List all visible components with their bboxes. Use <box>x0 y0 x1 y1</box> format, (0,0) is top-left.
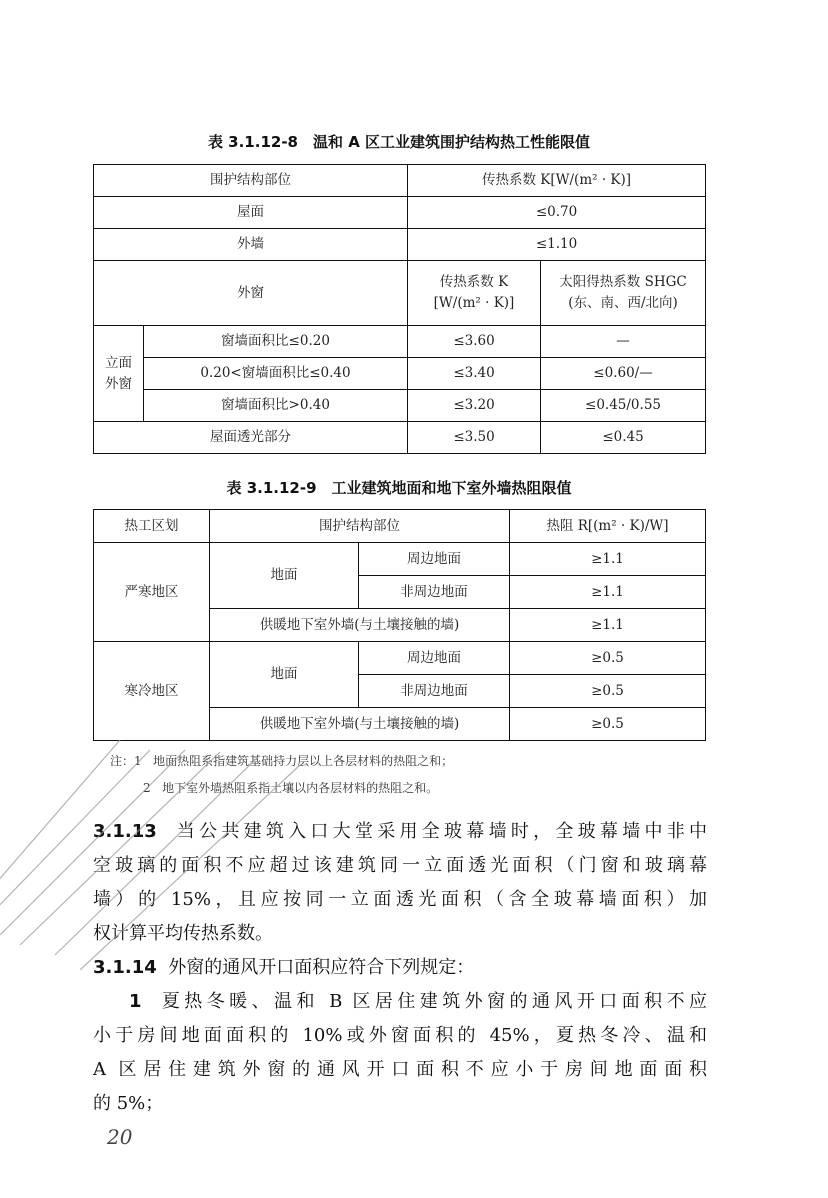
window-k-header <box>408 261 541 326</box>
table1-roof-row <box>94 197 706 229</box>
table1-row <box>94 358 706 390</box>
skylight-label: 屋面透光部分 <box>94 422 408 454</box>
ratio-label: 窗墙面积比>0.40 <box>144 390 408 422</box>
table2-header-zone: 热工区划 <box>94 510 210 543</box>
ratio-label: 0.20<窗墙面积比≤0.40 <box>144 358 408 390</box>
zone-label: 严寒地区 <box>94 543 210 642</box>
interior-value: ≥1.1 <box>510 576 706 609</box>
interior-value: ≥0.5 <box>510 675 706 708</box>
table1-header-row <box>94 165 706 197</box>
table1-header-part: 围护结构部位 <box>94 165 408 197</box>
clause-text: 外窗的通风开口面积应符合下列规定： <box>168 957 475 978</box>
table1-caption: 表 3.1.12-8 温和 A 区工业建筑围护结构热工性能限值 <box>207 133 591 151</box>
clause-3-1-13-line-3: 墙）的 15%，且应按同一立面透光面积（含全玻幕墙面积）加 <box>93 889 707 910</box>
ratio-shgc: ≤0.45/0.55 <box>541 390 706 422</box>
ratio-shgc: ≤0.60/— <box>541 358 706 390</box>
facade-window-group <box>94 326 144 422</box>
ratio-label: 窗墙面积比≤0.20 <box>144 326 408 358</box>
window-shgc-line2: (东、南、西/北向) <box>568 295 678 311</box>
window-k-line2: [W/(m² · K)] <box>433 295 515 311</box>
table1-row <box>94 326 706 358</box>
ground-label: 地面 <box>210 642 359 708</box>
window-shgc-header <box>541 261 706 326</box>
table2-row <box>94 543 706 576</box>
item-number: 1 <box>129 991 142 1012</box>
perimeter-label: 周边地面 <box>359 642 510 675</box>
wall-value: ≤1.10 <box>408 229 706 261</box>
table1-row <box>94 390 706 422</box>
interior-label: 非周边地面 <box>359 675 510 708</box>
note-num: 1 <box>134 754 142 768</box>
page-number: 20 <box>107 1125 133 1149</box>
note-num: 2 <box>143 781 151 795</box>
table1 <box>93 164 706 454</box>
ground-label: 地面 <box>210 543 359 609</box>
group-line1: 立面 <box>105 354 132 371</box>
table2-caption: 表 3.1.12-9 工业建筑地面和地下室外墙热阻限值 <box>226 479 572 497</box>
skylight-k: ≤3.50 <box>408 422 541 454</box>
item-1-line-1 <box>93 986 707 1017</box>
clause-number: 3.1.13 <box>93 821 157 842</box>
perimeter-value: ≥0.5 <box>510 642 706 675</box>
ratio-k: ≤3.60 <box>408 326 541 358</box>
note-text: 地面热阻系指建筑基础持力层以上各层材料的热阻之和； <box>153 754 454 768</box>
window-shgc-line1: 太阳得热系数 SHGC <box>559 274 687 290</box>
clause-3-1-13-line-4: 权计算平均传热系数。 <box>93 923 273 944</box>
note-line-2 <box>143 780 438 796</box>
table1-header-k: 传热系数 K[W/(m² · K)] <box>408 165 706 197</box>
roof-label: 屋面 <box>94 197 408 229</box>
item-1-line-4: 的 5%； <box>93 1093 164 1114</box>
item-1-line-3: A 区居住建筑外窗的通风开口面积不应小于房间地面面积 <box>93 1059 707 1080</box>
item-text: 夏热冬暖、温和 B 区居住建筑外窗的通风开口面积不应 <box>161 991 707 1012</box>
clause-number: 3.1.14 <box>93 957 157 978</box>
note-text: 地下室外墙热阻系指土壤以内各层材料的热阻之和。 <box>162 781 439 795</box>
clause-3-1-14 <box>93 952 707 983</box>
note-prefix: 注： <box>110 754 135 768</box>
clause-3-1-13-line-2: 空玻璃的面积不应超过该建筑同一立面透光面积（门窗和玻璃幕 <box>93 855 707 876</box>
basement-label: 供暖地下室外墙(与土壤接触的墙) <box>210 708 510 741</box>
wall-label: 外墙 <box>94 229 408 261</box>
roof-value: ≤0.70 <box>408 197 706 229</box>
ratio-shgc: — <box>541 326 706 358</box>
table2-row <box>94 642 706 675</box>
window-k-line1: 传热系数 K <box>439 274 509 290</box>
table2 <box>93 509 706 741</box>
basement-value: ≥0.5 <box>510 708 706 741</box>
perimeter-value: ≥1.1 <box>510 543 706 576</box>
group-line2: 外窗 <box>105 375 132 392</box>
table2-header-part: 围护结构部位 <box>210 510 510 543</box>
note-line-1 <box>110 753 453 769</box>
zone-label: 寒冷地区 <box>94 642 210 741</box>
basement-label: 供暖地下室外墙(与土壤接触的墙) <box>210 609 510 642</box>
ratio-k: ≤3.20 <box>408 390 541 422</box>
ratio-k: ≤3.40 <box>408 358 541 390</box>
perimeter-label: 周边地面 <box>359 543 510 576</box>
clause-3-1-13-line-1 <box>93 816 707 847</box>
interior-label: 非周边地面 <box>359 576 510 609</box>
table1-window-header-row <box>94 261 706 326</box>
window-label: 外窗 <box>94 261 408 326</box>
table1-wall-row <box>94 229 706 261</box>
table1-skylight-row <box>94 422 706 454</box>
table2-header-row <box>94 510 706 543</box>
item-1-line-2: 小于房间地面面积的 10%或外窗面积的 45%，夏热冬冷、温和 <box>93 1025 707 1046</box>
clause-text: 当公共建筑入口大堂采用全玻幕墙时，全玻幕墙中非中 <box>176 821 708 842</box>
skylight-shgc: ≤0.45 <box>541 422 706 454</box>
basement-value: ≥1.1 <box>510 609 706 642</box>
table2-header-r: 热阻 R[(m² · K)/W] <box>510 510 706 543</box>
